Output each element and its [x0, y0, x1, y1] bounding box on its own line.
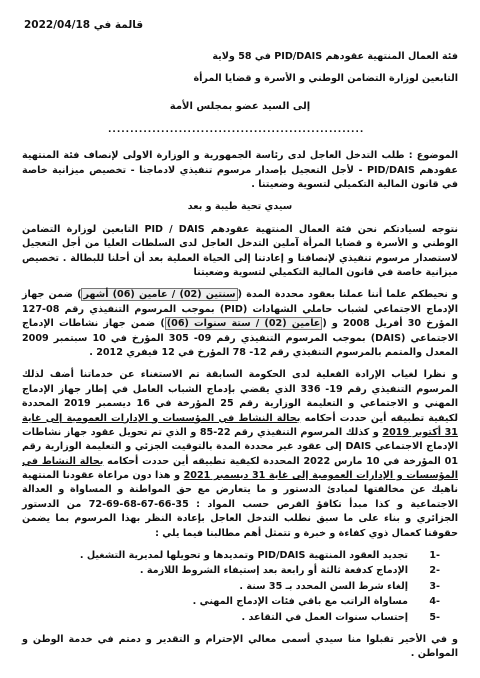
paragraph-decrees-part-b: و كذلك المرسوم التنفيذي رقم 22-85 و الذي تم تحويل عقود جهاز نشاطات الإدماج الاجتماعي DAIS إلى عقود غير محددة المدة بالتوقيت الجزئي و التعليمة الوزارية رقم 01 المؤرخة في 10 مارس 2022 المحددة لكيفية تطبيقه أين حددت أحكامه	[22, 426, 459, 467]
demand-number: -1	[429, 550, 440, 562]
demand-item	[22, 549, 440, 563]
demand-text: إلغاء شرط السن المحدد بـ 35 سنة .	[239, 580, 408, 592]
underlined-deadline-2019: بحالة النشاط في المؤسسات و الإدارات العمومية إلى غاية 31 أكتوبر 2019	[22, 412, 458, 438]
demand-text: الإدماج كدفعة ثالثة أو رابعة بعد إستيفاء الشروط اللازمة .	[139, 565, 408, 577]
paragraph-decrees-part-a: و نظرا لغياب الإرادة الفعلية لدى الحكومة السابقة تم الاستغناء عن خدماتنا أضف لذلك المرسوم التنفيذي رقم 19- 336 الذي يقضي بإدماج الشباب العامل في إطار جهاز الإدماج المهني و الاجتماعي و التعليمة الوزارية رقم 25 المؤرخة في 16 ديسمبر 2019 المحددة لكيفية تطبيقه أين حددت أحكامه	[22, 369, 458, 424]
dotted-separator: ..........................................................	[108, 124, 365, 135]
demand-item	[22, 580, 440, 594]
closing-line: و في الأخير تقبلوا منا سيدي أسمى معالي الإحترام و التقدير و دمتم في خدمة الوطن و المواطن .	[22, 634, 458, 660]
sender-line-1: فئة العمال المنتهية عقودهم PID/DAIS في 58 ولاية	[212, 51, 458, 62]
demand-number: -5	[429, 611, 440, 623]
demand-item	[22, 611, 440, 625]
letter-header	[22, 50, 458, 87]
demand-item	[22, 564, 440, 578]
paragraph-contracts-part-a: و نحيطكم علما أننا عملنا بعقود محددة المدة (	[237, 289, 458, 301]
highlight-duration-pid: سنتين (02) / عامين (06) أشهر	[83, 289, 236, 301]
demand-number: -3	[429, 580, 440, 592]
demand-item	[22, 595, 440, 609]
demands-list	[22, 549, 458, 625]
paragraph-contracts-part-b: ) ضمن جهاز الإدماج الاجتماعي لشباب حاملي الشهادات (PID) بموجب المرسوم التنفيذي رقم 08-127 المؤرخ 30 أفريل 2008 و (	[22, 289, 459, 330]
paragraph-contracts-part-c: ) ضمن جهاز نشاطات الإدماج الاجتماعي (DAIS) بموجب المرسوم التنفيذي رقم 09- 305 المؤرخ في 10 سبتمبر 2009 المعدل والمتمم بالمرسوم التنفيذي رقم 12- 78 المؤرخ في 12 فيفري 2012 .	[22, 318, 458, 358]
sender-line-2: التابعين لوزارة التضامن الوطني و الأسرة و قضايا المرأة	[193, 73, 458, 85]
paragraph-decrees	[22, 368, 458, 541]
demand-number: -2	[429, 565, 440, 577]
demand-number: -4	[429, 596, 440, 608]
paragraph-contracts	[22, 288, 458, 360]
demand-text: إحتساب سنوات العمل في التقاعد .	[241, 611, 408, 623]
addressee: إلى السيد عضو بمجلس الأمة	[169, 100, 311, 112]
greeting: سيدي تحية طيبة و بعد	[187, 201, 293, 213]
demand-text: مساواة الراتب مع باقي فئات الإدماج المهني .	[192, 596, 408, 608]
underlined-deadline-2021: بحالة النشاط في المؤسسات و الإدارات العمومية إلى غاية 31 ديسمبر 2021	[22, 455, 458, 482]
letter-date: قالمة في 2022/04/18	[24, 19, 144, 31]
demand-text: تجديد العقود المنتهية PID/DAIS وتمديدها و تحويلها لمديرية التشغيل .	[79, 550, 408, 562]
paragraph-intro: نتوجه لسيادتكم نحن فئة العمال المنتهية عقودهم PID / DAIS التابعين لوزارة التضامن الوطني و الأسرة و قضايا المرأة آملين التدخل العاجل لدى السلطات العليا من أجل التعجيل لاستصدار مرسوم تنفيذي لإنصافنا و إعادتنا إلى الحياة العملية بعد أن أحلنا للبطالة . تخصيص ميزانية خاصة في قانون المالية التكميلي لتسوية وضعيتنا	[22, 223, 458, 279]
paragraph-decrees-part-c: و هذا دون مراعاة عقودنا المنتهية ناهيك عن مخالفتها لمبادئ الدستور و ما يتعارض مع حق المواطنة و المساواة و العدالة الاجتماعية و كذا مبدأ تكافؤ الفرص حسب المواد : 35-66-67-68-69-72 من الدستور الجزائري و بناء على ما سبق نطلب التدخل العاجل بإعادة النظر بهذا المرسوم بما يضمن حقوقنا كعمال ذوي كفاءة و خبرة و تتمثل أهم مطالبنا فيما يلي :	[22, 470, 459, 539]
subject-line: الموضوع : طلب التدخل العاجل لدى رئاسة الجمهورية و الوزارة الاولى لإنصاف فئة المنتهية عقودهم PID/DAIS - لأجل التعجيل بإصدار مرسوم تنفيذي لادماجنا - تخصيص ميزانية خاصة في قانون المالية التكميلي لتسوية وضعيتنا .	[22, 150, 458, 191]
highlight-duration-dais: عامين (02) / ستة سنوات (06)	[166, 318, 321, 330]
